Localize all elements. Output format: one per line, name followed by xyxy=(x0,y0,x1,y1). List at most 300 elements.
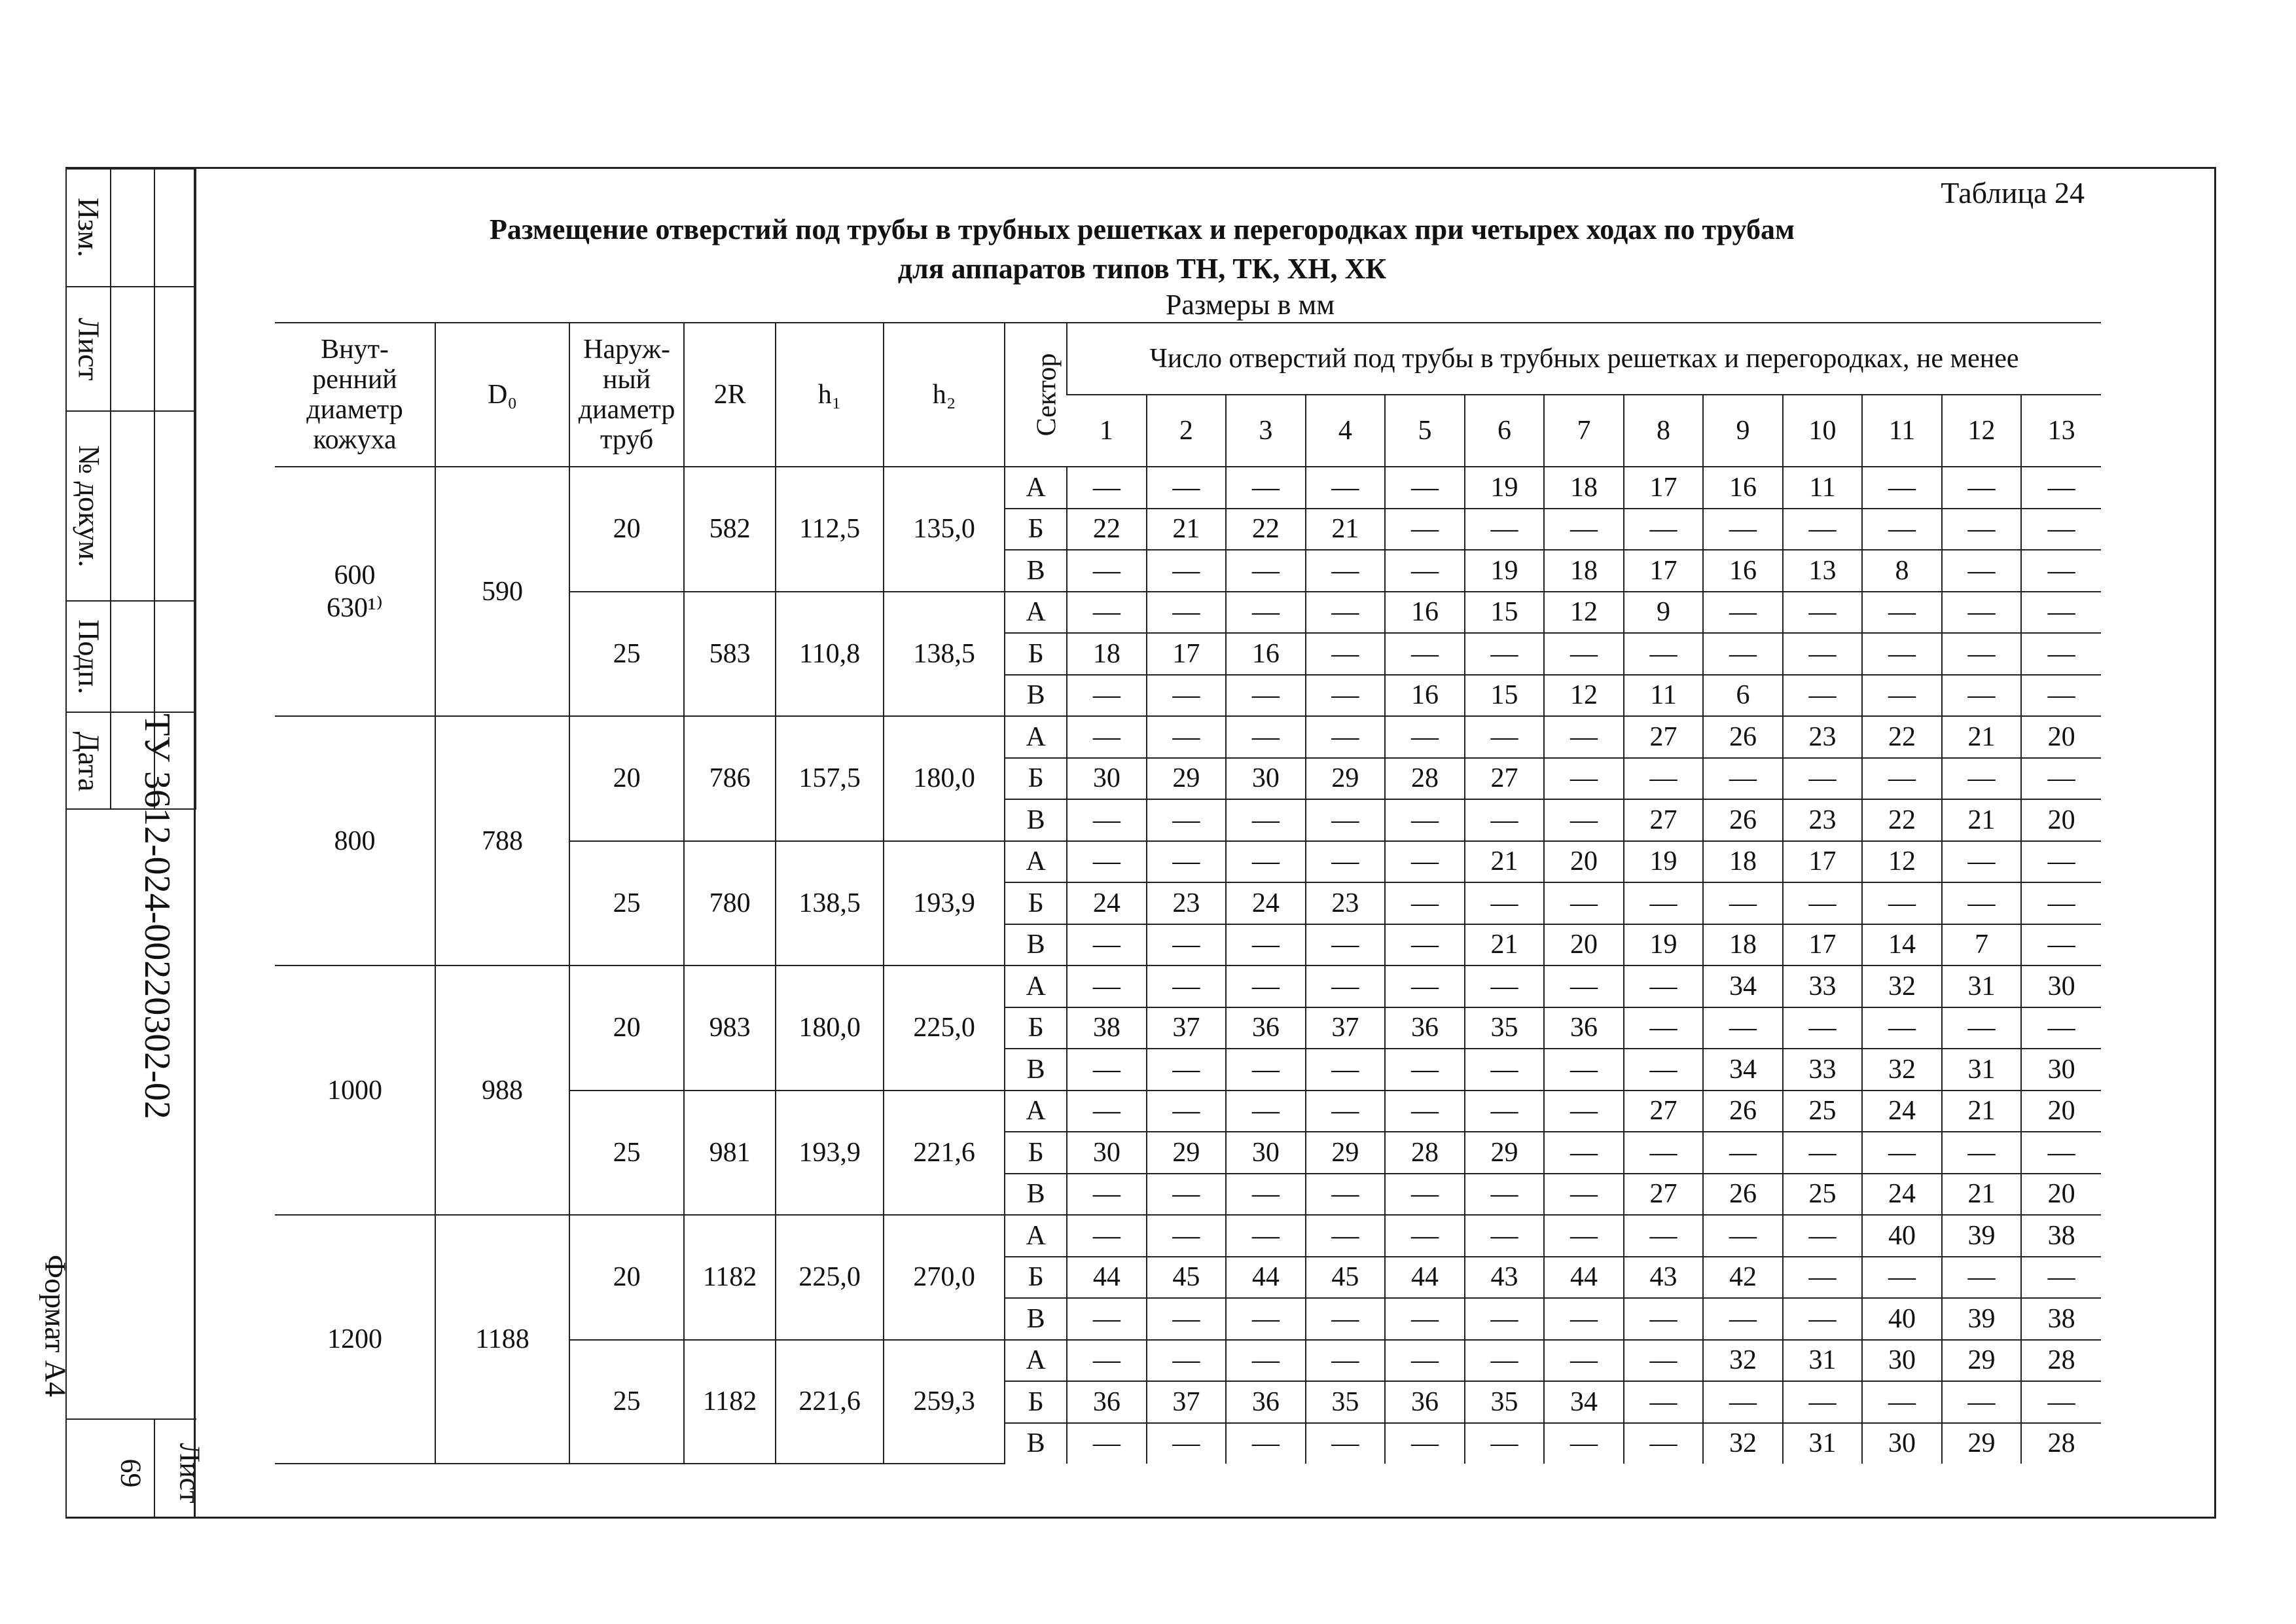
cell-holes-2: 37 xyxy=(1147,1381,1227,1423)
cell-holes-2: 29 xyxy=(1147,1132,1227,1174)
cell-holes-10: 33 xyxy=(1783,1049,1863,1091)
cell-holes-5: — xyxy=(1385,509,1465,550)
cell-holes-7: — xyxy=(1544,1132,1624,1174)
cell-holes-13: — xyxy=(2021,1132,2101,1174)
cell-holes-1: — xyxy=(1067,1423,1147,1464)
cell-holes-13: 20 xyxy=(2021,1174,2101,1216)
cell-two-r: 583 xyxy=(684,592,776,717)
cell-holes-13: — xyxy=(2021,758,2101,800)
cell-holes-12: — xyxy=(1942,1257,2022,1299)
cell-holes-1: — xyxy=(1067,592,1147,634)
cell-holes-3: — xyxy=(1226,799,1306,841)
cell-holes-7: — xyxy=(1544,1049,1624,1091)
cell-holes-9: 32 xyxy=(1703,1340,1783,1382)
cell-holes-7: 44 xyxy=(1544,1257,1624,1299)
cell-holes-3: — xyxy=(1226,1298,1306,1340)
cell-holes-13: 28 xyxy=(2021,1340,2101,1382)
stamp-label-date: Дата xyxy=(72,731,106,791)
cell-holes-11: — xyxy=(1862,1132,1942,1174)
cell-holes-3: — xyxy=(1226,1174,1306,1216)
cell-holes-12: 21 xyxy=(1942,1174,2022,1216)
cell-holes-5: 36 xyxy=(1385,1381,1465,1423)
cell-holes-2: — xyxy=(1147,1298,1227,1340)
cell-holes-7: — xyxy=(1544,758,1624,800)
cell-d0: 788 xyxy=(435,716,569,965)
cell-holes-5: 44 xyxy=(1385,1257,1465,1299)
cell-holes-3: 30 xyxy=(1226,1132,1306,1174)
cell-holes-11: — xyxy=(1862,1381,1942,1423)
cell-holes-1: — xyxy=(1067,841,1147,883)
cell-holes-11: — xyxy=(1862,467,1942,509)
cell-holes-3: — xyxy=(1226,1215,1306,1257)
cell-holes-6: 29 xyxy=(1465,1132,1545,1174)
cell-h2: 221,6 xyxy=(884,1091,1005,1216)
cell-h2: 138,5 xyxy=(884,592,1005,717)
cell-holes-6: — xyxy=(1465,965,1545,1007)
cell-holes-6: — xyxy=(1465,1340,1545,1382)
cell-holes-4: 21 xyxy=(1306,509,1386,550)
cell-holes-8: 19 xyxy=(1624,924,1704,966)
cell-holes-4: — xyxy=(1306,1049,1386,1091)
cell-holes-6: — xyxy=(1465,716,1545,758)
cell-holes-8: 27 xyxy=(1624,799,1704,841)
cell-holes-9: — xyxy=(1703,509,1783,550)
cell-holes-9: — xyxy=(1703,1132,1783,1174)
cell-d0: 590 xyxy=(435,467,569,716)
cell-holes-13: — xyxy=(2021,924,2101,966)
cell-holes-13: 20 xyxy=(2021,799,2101,841)
stamp-divider-1 xyxy=(110,168,111,810)
cell-holes-4: — xyxy=(1306,1215,1386,1257)
cell-holes-11: 30 xyxy=(1862,1340,1942,1382)
cell-holes-9: 34 xyxy=(1703,1049,1783,1091)
cell-holes-6: — xyxy=(1465,1049,1545,1091)
cell-h1: 180,0 xyxy=(776,965,884,1091)
cell-h1: 221,6 xyxy=(776,1340,884,1464)
header-2r: 2R xyxy=(684,323,776,467)
cell-holes-2: — xyxy=(1147,965,1227,1007)
table-title-line2: для аппаратов типов ТН, ТК, ХН, ХК xyxy=(897,253,1387,285)
cell-holes-8: — xyxy=(1624,509,1704,550)
stamp-label-doc: № докум. xyxy=(72,444,106,568)
cell-holes-6: 27 xyxy=(1465,758,1545,800)
cell-holes-7: 12 xyxy=(1544,592,1624,634)
cell-holes-9: 18 xyxy=(1703,924,1783,966)
cell-holes-3: 22 xyxy=(1226,509,1306,550)
cell-tube: 25 xyxy=(569,1091,684,1216)
cell-sector: А xyxy=(1005,716,1067,758)
cell-holes-4: — xyxy=(1306,924,1386,966)
cell-h1: 138,5 xyxy=(776,841,884,966)
cell-holes-1: — xyxy=(1067,550,1147,592)
cell-holes-6: 35 xyxy=(1465,1007,1545,1049)
cell-holes-9: 26 xyxy=(1703,799,1783,841)
cell-holes-2: 23 xyxy=(1147,882,1227,924)
cell-holes-11: 32 xyxy=(1862,1049,1942,1091)
cell-holes-8: — xyxy=(1624,1215,1704,1257)
cell-holes-5: — xyxy=(1385,1298,1465,1340)
cell-holes-3: 44 xyxy=(1226,1257,1306,1299)
cell-holes-3: — xyxy=(1226,965,1306,1007)
format-label: Формат А4 xyxy=(39,1254,73,1397)
cell-holes-13: 30 xyxy=(2021,965,2101,1007)
cell-holes-10: — xyxy=(1783,1381,1863,1423)
cell-holes-3: 36 xyxy=(1226,1381,1306,1423)
cell-holes-9: 18 xyxy=(1703,841,1783,883)
cell-holes-1: — xyxy=(1067,799,1147,841)
cell-holes-8: 27 xyxy=(1624,1091,1704,1132)
cell-holes-8: — xyxy=(1624,1049,1704,1091)
cell-sector: Б xyxy=(1005,633,1067,675)
cell-sector: В xyxy=(1005,550,1067,592)
cell-holes-10: — xyxy=(1783,592,1863,634)
cell-holes-6: 35 xyxy=(1465,1381,1545,1423)
cell-holes-9: 26 xyxy=(1703,1091,1783,1132)
cell-holes-8: — xyxy=(1624,1381,1704,1423)
stamp-bottom-sep xyxy=(65,1418,196,1420)
cell-inner-diameter: 1200 xyxy=(275,1215,435,1464)
cell-holes-12: — xyxy=(1942,758,2022,800)
cell-holes-7: — xyxy=(1544,509,1624,550)
cell-h2: 135,0 xyxy=(884,467,1005,592)
cell-holes-5: — xyxy=(1385,1340,1465,1382)
header-col-8: 8 xyxy=(1624,395,1704,467)
cell-holes-10: — xyxy=(1783,675,1863,717)
holes-table xyxy=(275,322,2101,1464)
cell-sector: В xyxy=(1005,799,1067,841)
cell-holes-12: 39 xyxy=(1942,1215,2022,1257)
cell-sector: В xyxy=(1005,1049,1067,1091)
cell-holes-4: — xyxy=(1306,633,1386,675)
cell-holes-11: 32 xyxy=(1862,965,1942,1007)
cell-d0: 988 xyxy=(435,965,569,1215)
header-h1: h₁ xyxy=(776,323,884,467)
cell-holes-3: 30 xyxy=(1226,758,1306,800)
cell-holes-8: 19 xyxy=(1624,841,1704,883)
cell-holes-4: 37 xyxy=(1306,1007,1386,1049)
cell-holes-9: — xyxy=(1703,633,1783,675)
cell-holes-12: — xyxy=(1942,882,2022,924)
cell-holes-12: 7 xyxy=(1942,924,2022,966)
cell-holes-5: — xyxy=(1385,1215,1465,1257)
cell-holes-1: 22 xyxy=(1067,509,1147,550)
header-h2: h₂ xyxy=(884,323,1005,467)
cell-holes-1: — xyxy=(1067,924,1147,966)
cell-holes-2: — xyxy=(1147,924,1227,966)
cell-holes-10: — xyxy=(1783,633,1863,675)
cell-holes-5: — xyxy=(1385,550,1465,592)
cell-holes-1: — xyxy=(1067,716,1147,758)
stamp-label-list: Лист xyxy=(72,317,106,381)
cell-tube: 20 xyxy=(569,1215,684,1340)
cell-holes-10: — xyxy=(1783,1257,1863,1299)
cell-sector: А xyxy=(1005,1215,1067,1257)
cell-holes-1: — xyxy=(1067,1215,1147,1257)
cell-holes-13: — xyxy=(2021,509,2101,550)
cell-h2: 270,0 xyxy=(884,1215,1005,1340)
cell-holes-2: — xyxy=(1147,1215,1227,1257)
table-title-line1: Размещение отверстий под трубы в трубных решетках и перегородках при четырех ходах по трубам xyxy=(489,213,1795,245)
cell-holes-7: — xyxy=(1544,799,1624,841)
cell-holes-7: — xyxy=(1544,1215,1624,1257)
cell-holes-4: — xyxy=(1306,592,1386,634)
cell-holes-11: — xyxy=(1862,675,1942,717)
cell-holes-11: 24 xyxy=(1862,1091,1942,1132)
cell-holes-2: 21 xyxy=(1147,509,1227,550)
cell-two-r: 582 xyxy=(684,467,776,592)
cell-holes-1: 44 xyxy=(1067,1257,1147,1299)
cell-holes-3: — xyxy=(1226,592,1306,634)
cell-holes-10: — xyxy=(1783,1132,1863,1174)
cell-holes-2: 37 xyxy=(1147,1007,1227,1049)
cell-holes-12: — xyxy=(1942,592,2022,634)
cell-holes-12: — xyxy=(1942,841,2022,883)
cell-holes-2: — xyxy=(1147,1091,1227,1132)
header-col-10: 10 xyxy=(1783,395,1863,467)
cell-inner-diameter: 800 xyxy=(275,716,435,965)
cell-holes-11: — xyxy=(1862,1007,1942,1049)
cell-holes-6: — xyxy=(1465,799,1545,841)
sheet-number: 69 xyxy=(115,1458,147,1487)
cell-holes-6: 21 xyxy=(1465,841,1545,883)
cell-holes-13: — xyxy=(2021,633,2101,675)
cell-holes-4: — xyxy=(1306,799,1386,841)
table-row xyxy=(275,965,2101,1007)
cell-holes-11: 22 xyxy=(1862,799,1942,841)
cell-holes-12: — xyxy=(1942,550,2022,592)
cell-holes-8: — xyxy=(1624,965,1704,1007)
header-d0: D₀ xyxy=(435,323,569,467)
cell-holes-12: 21 xyxy=(1942,799,2022,841)
cell-holes-1: — xyxy=(1067,1174,1147,1216)
cell-holes-1: 30 xyxy=(1067,1132,1147,1174)
cell-holes-13: — xyxy=(2021,882,2101,924)
cell-holes-12: 31 xyxy=(1942,1049,2022,1091)
cell-holes-11: — xyxy=(1862,592,1942,634)
cell-holes-10: 17 xyxy=(1783,924,1863,966)
cell-holes-3: — xyxy=(1226,1423,1306,1464)
cell-holes-4: — xyxy=(1306,1423,1386,1464)
cell-holes-9: 34 xyxy=(1703,965,1783,1007)
cell-holes-4: — xyxy=(1306,965,1386,1007)
cell-holes-13: 38 xyxy=(2021,1215,2101,1257)
cell-holes-1: — xyxy=(1067,1091,1147,1132)
cell-sector: А xyxy=(1005,1091,1067,1132)
cell-holes-9: — xyxy=(1703,758,1783,800)
cell-holes-8: 43 xyxy=(1624,1257,1704,1299)
cell-holes-5: — xyxy=(1385,716,1465,758)
cell-holes-10: — xyxy=(1783,758,1863,800)
cell-holes-5: — xyxy=(1385,1091,1465,1132)
cell-holes-1: 24 xyxy=(1067,882,1147,924)
cell-holes-13: 28 xyxy=(2021,1423,2101,1464)
cell-holes-8: 17 xyxy=(1624,550,1704,592)
cell-holes-3: 24 xyxy=(1226,882,1306,924)
cell-holes-4: 45 xyxy=(1306,1257,1386,1299)
cell-holes-1: 38 xyxy=(1067,1007,1147,1049)
cell-holes-9: — xyxy=(1703,1298,1783,1340)
header-col-11: 11 xyxy=(1862,395,1942,467)
cell-holes-6: 21 xyxy=(1465,924,1545,966)
cell-holes-1: 30 xyxy=(1067,758,1147,800)
cell-holes-10: 31 xyxy=(1783,1423,1863,1464)
cell-holes-10: 23 xyxy=(1783,716,1863,758)
cell-holes-11: 40 xyxy=(1862,1298,1942,1340)
cell-sector: Б xyxy=(1005,1381,1067,1423)
cell-holes-6: 15 xyxy=(1465,675,1545,717)
cell-holes-13: — xyxy=(2021,467,2101,509)
cell-holes-1: 18 xyxy=(1067,633,1147,675)
cell-inner-diameter: 1000 xyxy=(275,965,435,1215)
cell-holes-4: — xyxy=(1306,467,1386,509)
cell-holes-5: 28 xyxy=(1385,1132,1465,1174)
cell-holes-2: — xyxy=(1147,592,1227,634)
header-outer-diameter: Наруж-ный диаметр труб xyxy=(569,323,684,467)
cell-holes-8: 9 xyxy=(1624,592,1704,634)
cell-sector: А xyxy=(1005,467,1067,509)
cell-holes-6: — xyxy=(1465,1215,1545,1257)
cell-holes-10: — xyxy=(1783,1007,1863,1049)
header-col-13: 13 xyxy=(2021,395,2101,467)
cell-two-r: 780 xyxy=(684,841,776,966)
header-col-12: 12 xyxy=(1942,395,2022,467)
document-code: ТУ 3612-024-00220302-02 xyxy=(137,713,177,1119)
cell-holes-5: — xyxy=(1385,1423,1465,1464)
cell-holes-6: — xyxy=(1465,1298,1545,1340)
cell-holes-2: — xyxy=(1147,467,1227,509)
cell-holes-11: — xyxy=(1862,882,1942,924)
cell-holes-13: — xyxy=(2021,550,2101,592)
cell-holes-7: — xyxy=(1544,1298,1624,1340)
cell-holes-7: 18 xyxy=(1544,550,1624,592)
cell-holes-9: 26 xyxy=(1703,1174,1783,1216)
cell-holes-11: 40 xyxy=(1862,1215,1942,1257)
cell-holes-9: — xyxy=(1703,1007,1783,1049)
cell-holes-6: 19 xyxy=(1465,550,1545,592)
cell-holes-10: — xyxy=(1783,1215,1863,1257)
header-sector: Сектор xyxy=(1005,323,1067,467)
cell-holes-7: 36 xyxy=(1544,1007,1624,1049)
cell-sector: Б xyxy=(1005,758,1067,800)
cell-h2: 193,9 xyxy=(884,841,1005,966)
cell-holes-7: — xyxy=(1544,965,1624,1007)
cell-holes-4: — xyxy=(1306,1340,1386,1382)
cell-holes-9: 26 xyxy=(1703,716,1783,758)
cell-holes-8: — xyxy=(1624,1340,1704,1382)
cell-holes-11: — xyxy=(1862,1257,1942,1299)
cell-holes-13: — xyxy=(2021,675,2101,717)
cell-holes-11: 30 xyxy=(1862,1423,1942,1464)
cell-tube: 25 xyxy=(569,1340,684,1464)
cell-holes-4: 35 xyxy=(1306,1381,1386,1423)
cell-holes-10: — xyxy=(1783,509,1863,550)
cell-sector: А xyxy=(1005,965,1067,1007)
cell-holes-8: 27 xyxy=(1624,1174,1704,1216)
cell-holes-3: 16 xyxy=(1226,633,1306,675)
cell-h2: 259,3 xyxy=(884,1340,1005,1464)
cell-holes-10: 13 xyxy=(1783,550,1863,592)
header-col-5: 5 xyxy=(1385,395,1465,467)
cell-holes-10: 11 xyxy=(1783,467,1863,509)
cell-holes-4: — xyxy=(1306,1091,1386,1132)
cell-holes-1: — xyxy=(1067,965,1147,1007)
cell-holes-12: — xyxy=(1942,1007,2022,1049)
cell-holes-13: 20 xyxy=(2021,1091,2101,1132)
cell-holes-2: — xyxy=(1147,1340,1227,1382)
frame-top xyxy=(65,167,2215,169)
cell-holes-9: 16 xyxy=(1703,550,1783,592)
cell-holes-8: — xyxy=(1624,882,1704,924)
cell-holes-7: — xyxy=(1544,1091,1624,1132)
cell-holes-9: 6 xyxy=(1703,675,1783,717)
header-col-9: 9 xyxy=(1703,395,1783,467)
cell-two-r: 983 xyxy=(684,965,776,1091)
cell-holes-6: — xyxy=(1465,1174,1545,1216)
cell-holes-9: — xyxy=(1703,882,1783,924)
sheet-label: Лист xyxy=(173,1442,206,1504)
cell-holes-4: — xyxy=(1306,1174,1386,1216)
cell-two-r: 981 xyxy=(684,1091,776,1216)
cell-holes-5: 16 xyxy=(1385,675,1465,717)
header-holes: Число отверстий под трубы в трубных решетках и перегородках, не менее xyxy=(1067,323,2101,395)
cell-holes-4: — xyxy=(1306,841,1386,883)
cell-holes-13: — xyxy=(2021,1007,2101,1049)
stamp-label-sign: Подп. xyxy=(72,619,106,695)
cell-holes-11: — xyxy=(1862,509,1942,550)
cell-sector: А xyxy=(1005,841,1067,883)
cell-holes-8: 11 xyxy=(1624,675,1704,717)
cell-holes-2: — xyxy=(1147,1174,1227,1216)
cell-holes-8: — xyxy=(1624,758,1704,800)
cell-holes-10: 31 xyxy=(1783,1340,1863,1382)
cell-holes-12: 21 xyxy=(1942,1091,2022,1132)
cell-sector: Б xyxy=(1005,1007,1067,1049)
cell-holes-7: — xyxy=(1544,633,1624,675)
cell-holes-5: — xyxy=(1385,965,1465,1007)
cell-holes-2: — xyxy=(1147,675,1227,717)
cell-holes-4: — xyxy=(1306,550,1386,592)
cell-holes-10: — xyxy=(1783,1298,1863,1340)
cell-holes-12: 29 xyxy=(1942,1340,2022,1382)
cell-sector: А xyxy=(1005,1340,1067,1382)
cell-holes-13: — xyxy=(2021,592,2101,634)
cell-holes-9: 16 xyxy=(1703,467,1783,509)
frame-bottom xyxy=(65,1517,2215,1519)
cell-holes-2: — xyxy=(1147,1423,1227,1464)
cell-two-r: 1182 xyxy=(684,1215,776,1340)
cell-h1: 157,5 xyxy=(776,716,884,841)
cell-holes-3: — xyxy=(1226,1049,1306,1091)
cell-holes-2: — xyxy=(1147,1049,1227,1091)
cell-holes-3: — xyxy=(1226,924,1306,966)
cell-sector: В xyxy=(1005,924,1067,966)
cell-holes-2: 45 xyxy=(1147,1257,1227,1299)
cell-holes-9: — xyxy=(1703,1381,1783,1423)
cell-sector: В xyxy=(1005,675,1067,717)
cell-holes-5: — xyxy=(1385,924,1465,966)
table-label: Таблица 24 xyxy=(1941,176,2085,209)
cell-holes-4: — xyxy=(1306,1298,1386,1340)
cell-holes-10: 25 xyxy=(1783,1174,1863,1216)
cell-holes-9: 42 xyxy=(1703,1257,1783,1299)
cell-sector: Б xyxy=(1005,882,1067,924)
table-row xyxy=(275,716,2101,758)
cell-holes-11: 8 xyxy=(1862,550,1942,592)
cell-holes-10: — xyxy=(1783,882,1863,924)
cell-holes-3: — xyxy=(1226,716,1306,758)
units-note: Размеры в мм xyxy=(1165,289,1335,321)
cell-holes-3: — xyxy=(1226,467,1306,509)
